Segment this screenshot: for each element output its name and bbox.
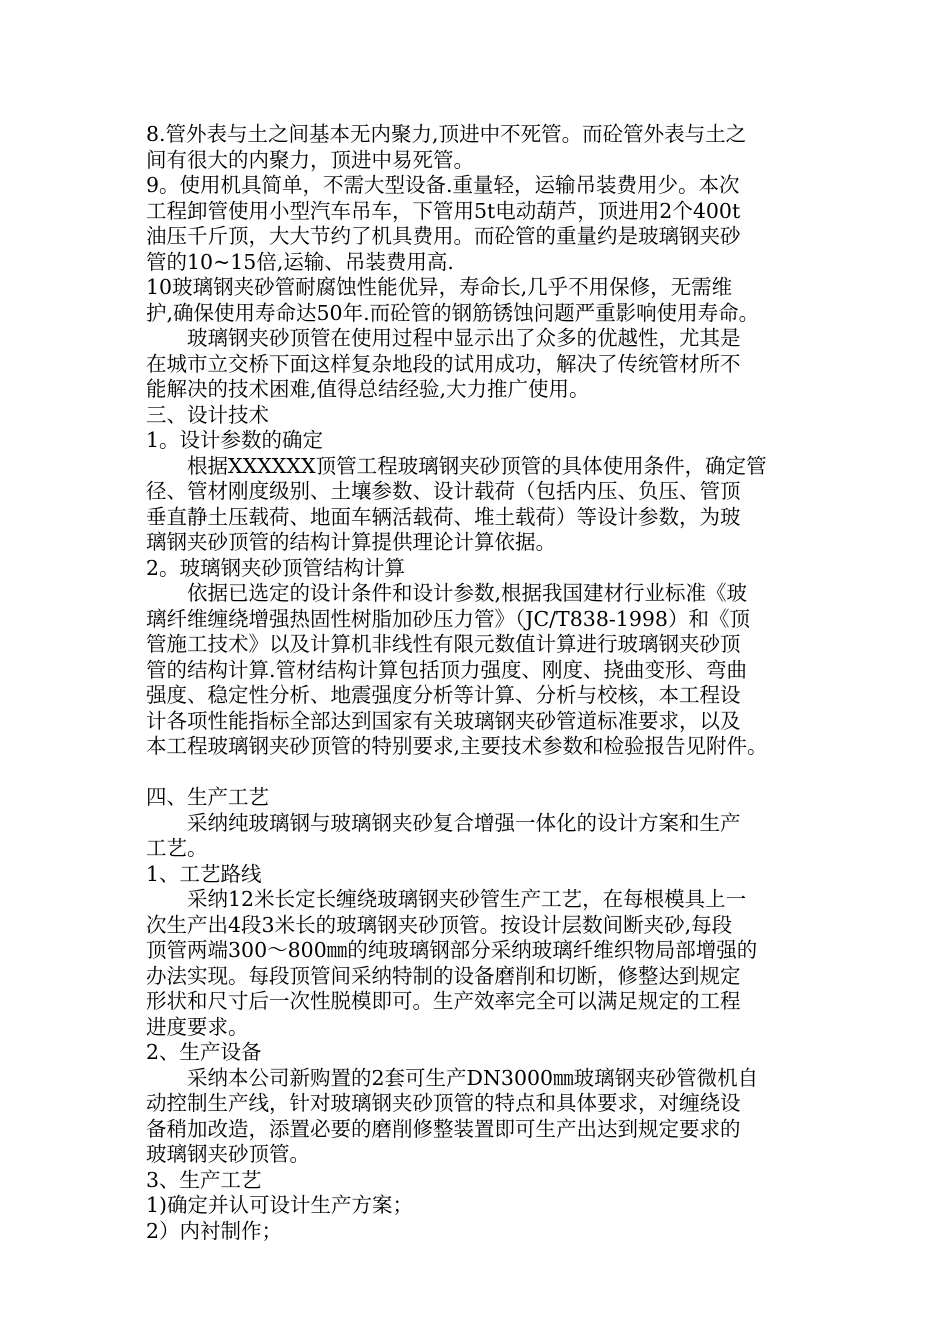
section-heading: 三、设计技术	[146, 402, 269, 427]
subsection-heading: 2。玻璃钢夹砂顶管结构计算	[146, 555, 406, 580]
paragraph-line: 计各项性能指标全部达到国家有关玻璃钢夹砂管道标准要求，以及	[146, 708, 741, 733]
blank-line	[146, 760, 826, 786]
document-body	[146, 122, 826, 1244]
paragraph-line: 进度要求。	[146, 1014, 249, 1039]
paragraph-line: 管施工技术》以及计算机非线性有限元数值计算进行玻璃钢夹砂顶	[146, 632, 741, 656]
paragraph-line: 根据XXXXXX顶管工程玻璃钢夹砂顶管的具体使用条件，确定管	[187, 453, 767, 478]
paragraph-line: 油压千斤顶，大大节约了机具费用。而砼管的重量约是玻璃钢夹砂	[146, 224, 741, 248]
subsection-heading: 1。设计参数的确定	[146, 428, 324, 452]
paragraph-line: 8.管外表与土之间基本无内聚力,顶进中不死管。而砼管外表与土之	[146, 122, 747, 146]
paragraph-line: 依据已选定的设计条件和设计参数,根据我国建材行业标准《玻	[187, 581, 748, 605]
section-heading: 四、生产工艺	[146, 785, 269, 809]
paragraph-line: 工艺。	[146, 836, 208, 860]
paragraph-line: 管的10~15倍,运输、吊装费用高.	[146, 249, 454, 274]
list-item: 2）内衬制作；	[146, 1218, 283, 1243]
paragraph-line: 璃钢夹砂顶管的结构计算提供理论计算依据。	[146, 530, 556, 554]
paragraph-line: 本工程玻璃钢夹砂顶管的特别要求,主要技术参数和检验报告见附件。	[146, 734, 768, 758]
subsection-heading: 1、工艺路线	[146, 861, 262, 886]
paragraph-line: 工程卸管使用小型汽车吊车，下管用5t电动葫芦，顶进用2个400t	[146, 198, 741, 223]
paragraph-line: 能解决的技术困难,值得总结经验,大力推广使用。	[146, 377, 590, 401]
paragraph-line: 璃纤维缠绕增强热固性树脂加砂压力管》（JC/T838-1998）和《顶	[146, 606, 750, 631]
list-item: 1)确定并认可设计生产方案；	[146, 1193, 414, 1217]
paragraph-line: 护,确保使用寿命达50年.而砼管的钢筋锈蚀问题严重影响使用寿命。	[146, 300, 760, 325]
paragraph-line: 顶管两端300～800㎜的纯玻璃钢部分采纳玻璃纤维织物局部增强的	[146, 938, 758, 962]
paragraph-line: 强度、稳定性分析、地震强度分析等计算、分析与校核，本工程设	[146, 683, 741, 707]
subsection-heading: 3、生产工艺	[146, 1167, 262, 1192]
paragraph-line: 动控制生产线，针对玻璃钢夹砂顶管的特点和具体要求，对缠绕设	[146, 1091, 741, 1115]
paragraph-line: 10玻璃钢夹砂管耐腐蚀性能优异，寿命长,几乎不用保修，无需维	[146, 275, 733, 299]
paragraph-line: 径、管材刚度级别、土壤参数、设计载荷（包括内压、负压、管顶	[146, 479, 741, 503]
paragraph-line: 管的结构计算.管材结构计算包括顶力强度、刚度、挠曲变形、弯曲	[146, 657, 748, 682]
paragraph-line: 9。使用机具简单，不需大型设备.重量轻，运输吊装费用少。本次	[146, 173, 740, 197]
paragraph-line: 垂直静土压载荷、地面车辆活载荷、堆土载荷）等设计参数，为玻	[146, 504, 741, 529]
paragraph-line: 玻璃钢夹砂顶管。	[146, 1142, 310, 1166]
paragraph-line: 采纳12米长定长缠绕玻璃钢夹砂管生产工艺，在每根模具上一	[187, 887, 747, 911]
paragraph-line: 备稍加改造，添置必要的磨削修整装置即可生产出达到规定要求的	[146, 1116, 741, 1141]
paragraph-line: 采纳纯玻璃钢与玻璃钢夹砂复合增强一体化的设计方案和生产	[187, 810, 741, 835]
paragraph-line: 玻璃钢夹砂顶管在使用过程中显示出了众多的优越性，尤其是	[187, 326, 741, 350]
paragraph-line: 次生产出4段3米长的玻璃钢夹砂顶管。按设计层数间断夹砂,每段	[146, 912, 733, 937]
paragraph-line: 办法实现。每段顶管间采纳特制的设备磨削和切断，修整达到规定	[146, 963, 741, 988]
paragraph-line: 在城市立交桥下面这样复杂地段的试用成功，解决了传统管材所不	[146, 351, 741, 376]
paragraph-line: 间有很大的内聚力，顶进中易死管。	[146, 147, 474, 172]
subsection-heading: 2、生产设备	[146, 1040, 262, 1064]
paragraph-line: 形状和尺寸后一次性脱模即可。生产效率完全可以满足规定的工程	[146, 989, 741, 1013]
paragraph-line: 采纳本公司新购置的2套可生产DN3000㎜玻璃钢夹砂管微机自	[187, 1065, 759, 1090]
